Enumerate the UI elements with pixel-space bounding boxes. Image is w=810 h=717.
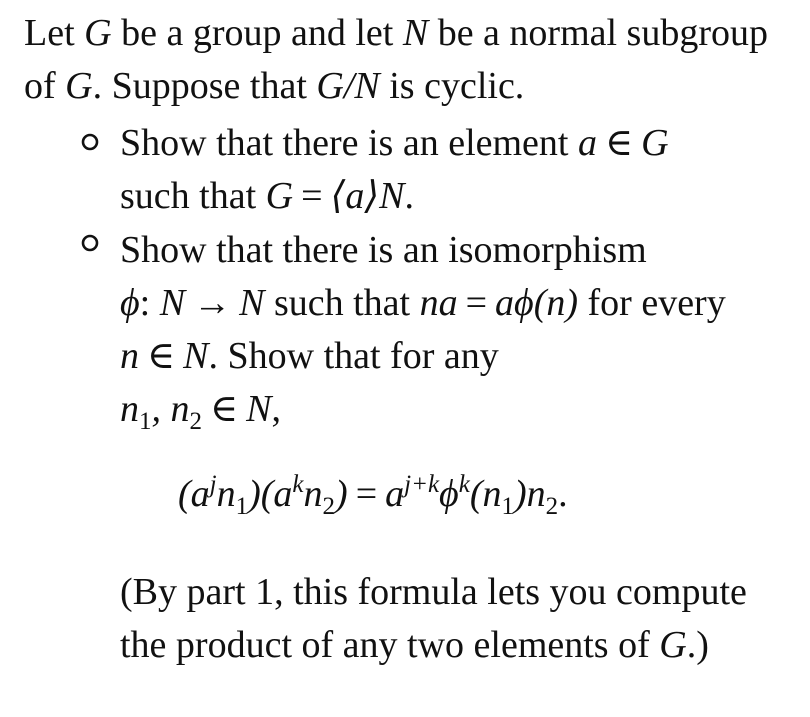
formula-exponent: k: [292, 471, 304, 498]
statement-text: Let: [24, 12, 85, 54]
formula-exponent: j+k: [404, 471, 440, 498]
formula-part: n: [303, 473, 323, 515]
math-subgroup-n: N: [183, 335, 209, 377]
bullet-icon: [78, 231, 102, 255]
formula-subscript: 2: [322, 493, 336, 520]
formula-period: .: [558, 473, 568, 515]
math-subgroup-n: N: [402, 12, 429, 54]
math-relation: ∈: [147, 335, 176, 377]
math-arrow: →: [193, 282, 232, 324]
item-text: .: [404, 175, 415, 217]
problem-statement: [24, 7, 794, 113]
formula-part: (a: [178, 473, 210, 515]
statement-text: be a normal subgroup of: [24, 12, 768, 107]
formula-exponent: j: [209, 471, 217, 498]
formula-part: ): [335, 473, 348, 515]
math-element-n: n: [120, 388, 139, 430]
cropped-previous-line: [20, 0, 440, 4]
list-item-part-1: [120, 117, 790, 223]
bullet-icon: [78, 130, 102, 154]
formula-part: )(a: [248, 473, 293, 515]
item-text: such that: [120, 175, 266, 217]
math-group-g: G: [265, 175, 294, 217]
math-subgroup-n: N: [239, 282, 265, 324]
formula-part: n: [216, 473, 236, 515]
math-element-a: a: [578, 122, 597, 164]
math-generated-product: ⟨a⟩N: [330, 175, 405, 217]
formula-part: )n: [513, 473, 546, 515]
formula-subscript: 1: [235, 493, 249, 520]
math-relation: =: [301, 175, 323, 217]
math-relation: ∈: [210, 388, 239, 430]
math-product: na: [419, 282, 458, 324]
note-text: (By part 1, this formula lets you compute the product of any two elements of: [120, 571, 747, 666]
part-note: [120, 566, 790, 672]
math-group-g: G: [641, 122, 669, 164]
math-subscript: 1: [139, 408, 152, 435]
math-group-g: G: [84, 12, 112, 54]
formula-subscript: 2: [545, 493, 559, 520]
note-text: .): [686, 624, 709, 666]
item-text: :: [139, 282, 160, 324]
formula-exponent: k: [458, 471, 470, 498]
list-item-part-2: [120, 224, 790, 436]
math-phi: ϕ: [120, 282, 140, 324]
math-element-n: , n: [151, 388, 190, 430]
statement-text: is cyclic.: [379, 65, 525, 107]
item-text: Show that there is an isomorphism: [120, 229, 647, 271]
formula-subscript: 1: [501, 493, 514, 520]
math-subgroup-n: N: [246, 388, 272, 430]
item-text: Show that there is an element: [120, 122, 578, 164]
math-subscript: 2: [189, 408, 202, 435]
math-element-n: n: [120, 335, 139, 377]
item-text: ,: [271, 388, 281, 430]
formula-part: (n: [469, 473, 502, 515]
formula-equals: =: [355, 473, 378, 515]
item-text: . Show that for any: [208, 335, 499, 377]
math-group-g: G: [659, 624, 687, 666]
statement-text: . Suppose that: [92, 65, 317, 107]
formula-part: ϕ: [439, 473, 459, 515]
math-relation: =: [465, 282, 488, 324]
formula-part: a: [385, 473, 405, 515]
item-text: for every: [578, 282, 726, 324]
math-quotient: G/N: [316, 65, 380, 107]
display-formula: [178, 468, 778, 521]
math-subgroup-n: N: [159, 282, 186, 324]
item-text: such that: [264, 282, 420, 324]
statement-text: be a group and let: [111, 12, 403, 54]
math-conjugation: aϕ(n): [495, 282, 579, 324]
math-relation: ∈: [605, 122, 634, 164]
math-group-g: G: [65, 65, 93, 107]
